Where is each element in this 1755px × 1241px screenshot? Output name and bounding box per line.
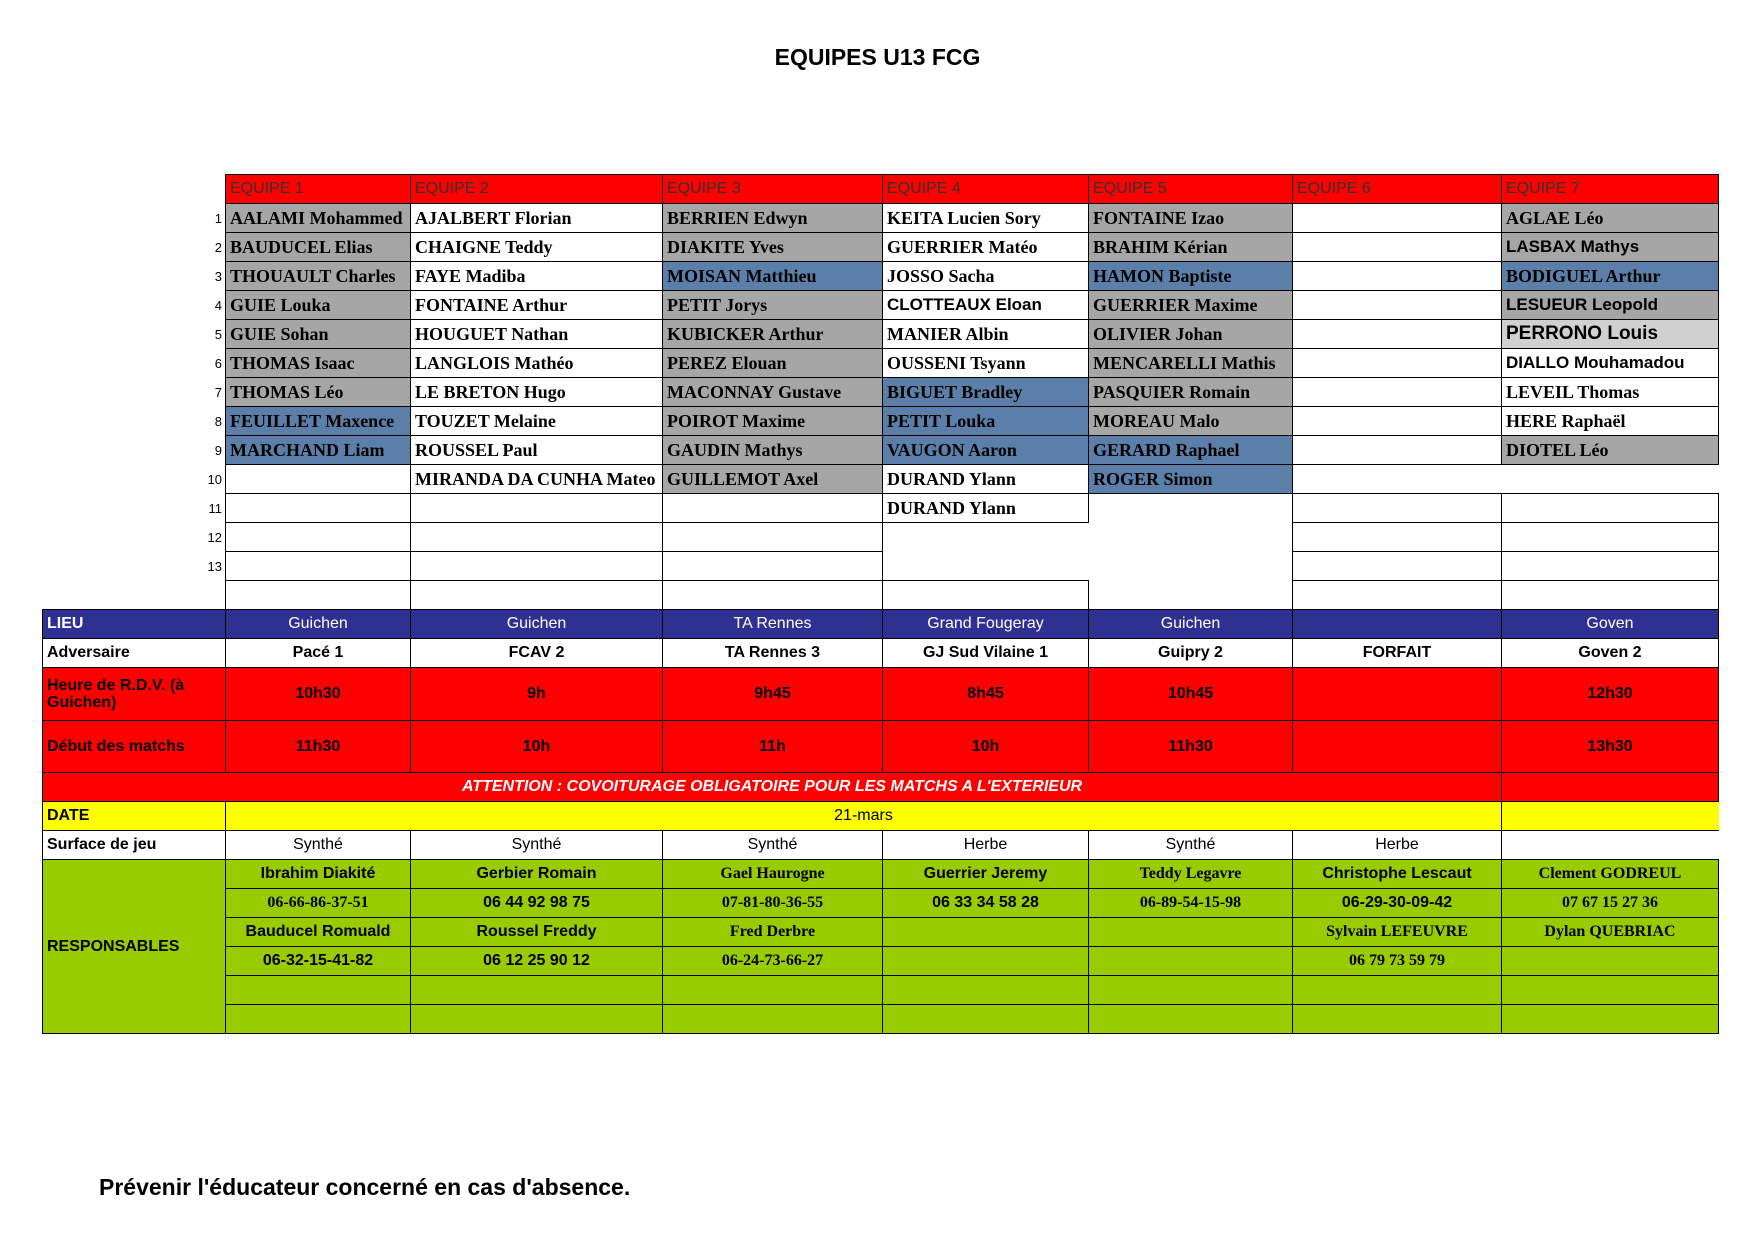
player-cell: LEVEIL Thomas (1502, 378, 1719, 407)
player-cell: GUIE Sohan (226, 320, 411, 349)
player-row (43, 523, 1719, 552)
responsable-name: Fred Derbre (663, 918, 883, 947)
player-cell-empty (226, 465, 411, 494)
responsable-name: Gerbier Romain (411, 860, 663, 889)
team-header-7: EQUIPE 7 (1502, 175, 1719, 204)
player-cell-empty (1293, 320, 1502, 349)
player-cell: OLIVIER Johan (1089, 320, 1293, 349)
player-cell: ROUSSEL Paul (411, 436, 663, 465)
responsable-phone: 06 79 73 59 79 (1293, 947, 1502, 976)
player-cell-empty (1293, 349, 1502, 378)
responsable-cell-empty (1293, 976, 1502, 1005)
responsable-phone: 06 12 25 90 12 (411, 947, 663, 976)
responsable-cell-empty (883, 976, 1089, 1005)
player-cell: HOUGUET Nathan (411, 320, 663, 349)
responsable-name (883, 918, 1089, 947)
player-cell: PEREZ Elouan (663, 349, 883, 378)
row-number: 1 (214, 210, 222, 226)
heure-rdv-cell: 10h30 (226, 668, 411, 721)
player-cell: GUILLEMOT Axel (663, 465, 883, 494)
player-cell: MOREAU Malo (1089, 407, 1293, 436)
team-header-6: EQUIPE 6 (1293, 175, 1502, 204)
player-cell: GAUDIN Mathys (663, 436, 883, 465)
lieu-cell: Goven (1502, 610, 1719, 639)
player-cell: THOMAS Léo (226, 378, 411, 407)
player-cell-empty (1089, 552, 1293, 581)
player-cell-empty (1089, 494, 1293, 523)
player-cell-empty (1293, 552, 1502, 581)
responsable-phone: 06-24-73-66-27 (663, 947, 883, 976)
player-cell-empty (663, 494, 883, 523)
player-cell-empty (226, 581, 411, 610)
date-cell: 21-mars (226, 802, 1502, 831)
player-cell: VAUGON Aaron (883, 436, 1089, 465)
responsables-label: RESPONSABLES (43, 860, 226, 1034)
player-cell-empty (1293, 523, 1502, 552)
responsable-name: Sylvain LEFEUVRE (1293, 918, 1502, 947)
responsable-cell-empty (411, 1005, 663, 1034)
player-cell: KEITA Lucien Sory (883, 204, 1089, 233)
debut-cell: 10h (411, 721, 663, 773)
player-row (43, 581, 1719, 610)
surface-label: Surface de jeu (43, 831, 226, 860)
player-cell-empty (411, 552, 663, 581)
player-cell-empty (226, 552, 411, 581)
player-row (43, 233, 1719, 262)
surface-cell: Synthé (226, 831, 411, 860)
responsable-name: Bauducel Romuald (226, 918, 411, 947)
player-cell-empty (226, 494, 411, 523)
responsable-phone (1502, 947, 1719, 976)
page-title: EQUIPES U13 FCG (774, 44, 981, 70)
debut-cell: 11h (663, 721, 883, 773)
player-cell-empty (883, 523, 1089, 552)
adversaire-row (43, 639, 1719, 668)
row-number: 5 (214, 326, 222, 342)
surface-cell: Synthé (411, 831, 663, 860)
lieu-row (43, 610, 1719, 639)
player-row (43, 291, 1719, 320)
surface-cell: Herbe (883, 831, 1089, 860)
player-cell-empty (1502, 494, 1719, 523)
player-cell: DURAND Ylann (883, 465, 1089, 494)
player-cell-empty (883, 581, 1089, 610)
footer-note: Prévenir l'éducateur concerné en cas d'absence. (99, 1174, 631, 1200)
team-header-row (43, 175, 1719, 204)
heure-rdv-label: Heure de R.D.V. (à Guichen) (43, 668, 226, 721)
row-number: 3 (214, 268, 222, 284)
row-number: 4 (214, 297, 222, 313)
player-row (43, 436, 1719, 465)
player-cell: FONTAINE Izao (1089, 204, 1293, 233)
debut-cell: 11h30 (226, 721, 411, 773)
player-cell: PERRONO Louis (1502, 320, 1719, 349)
row-number: 7 (214, 384, 222, 400)
responsable-cell-empty (1089, 976, 1293, 1005)
player-cell: BODIGUEL Arthur (1502, 262, 1719, 291)
responsable-phone: 06-89-54-15-98 (1089, 889, 1293, 918)
player-cell-empty (1293, 407, 1502, 436)
responsable-cell-empty (1089, 1005, 1293, 1034)
surface-cell: Herbe (1293, 831, 1502, 860)
responsable-name (1089, 918, 1293, 947)
player-cell: FONTAINE Arthur (411, 291, 663, 320)
player-cell: DIOTEL Léo (1502, 436, 1719, 465)
player-row (43, 320, 1719, 349)
player-cell-empty (1293, 233, 1502, 262)
player-row (43, 378, 1719, 407)
player-cell: MOISAN Matthieu (663, 262, 883, 291)
player-cell: OUSSENI Tsyann (883, 349, 1089, 378)
player-cell: MENCARELLI Mathis (1089, 349, 1293, 378)
player-cell: POIROT Maxime (663, 407, 883, 436)
heure-rdv-cell: 10h45 (1089, 668, 1293, 721)
adversaire-cell: FCAV 2 (411, 639, 663, 668)
responsable-phone: 07 67 15 27 36 (1502, 889, 1719, 918)
responsable-name: Dylan QUEBRIAC (1502, 918, 1719, 947)
responsable-cell-empty (1502, 976, 1719, 1005)
responsable-name: Teddy Legavre (1089, 860, 1293, 889)
responsable-phone: 07-81-80-36-55 (663, 889, 883, 918)
player-cell-empty (663, 581, 883, 610)
player-row (43, 407, 1719, 436)
player-cell: GUIE Louka (226, 291, 411, 320)
date-row (43, 802, 1719, 831)
player-cell-empty (1502, 581, 1719, 610)
row-number: 9 (214, 442, 222, 458)
lieu-cell: Guichen (226, 610, 411, 639)
player-cell: THOMAS Isaac (226, 349, 411, 378)
player-cell: LE BRETON Hugo (411, 378, 663, 407)
player-cell: LESUEUR Leopold (1502, 291, 1719, 320)
responsable-name: Gael Haurogne (663, 860, 883, 889)
responsable-phone: 06-29-30-09-42 (1293, 889, 1502, 918)
row-number: 8 (214, 413, 222, 429)
player-cell-empty (1293, 262, 1502, 291)
responsable-row (43, 976, 1719, 1005)
responsable-row (43, 1005, 1719, 1034)
player-cell: MANIER Albin (883, 320, 1089, 349)
surface-row (43, 831, 1719, 860)
player-cell: ROGER Simon (1089, 465, 1293, 494)
player-cell-empty (411, 523, 663, 552)
player-cell-empty (411, 494, 663, 523)
player-cell-empty (226, 523, 411, 552)
responsable-name: Ibrahim Diakité (226, 860, 411, 889)
lieu-cell: TA Rennes (663, 610, 883, 639)
player-cell: JOSSO Sacha (883, 262, 1089, 291)
adversaire-label: Adversaire (43, 639, 226, 668)
heure-rdv-row (43, 668, 1719, 721)
lieu-label: LIEU (43, 610, 226, 639)
player-cell: FAYE Madiba (411, 262, 663, 291)
surface-cell: Synthé (663, 831, 883, 860)
responsable-row (43, 860, 1719, 889)
player-cell: MIRANDA DA CUNHA Mateo (411, 465, 663, 494)
player-cell: LANGLOIS Mathéo (411, 349, 663, 378)
player-cell: THOUAULT Charles (226, 262, 411, 291)
adversaire-cell: Pacé 1 (226, 639, 411, 668)
adversaire-cell: GJ Sud Vilaine 1 (883, 639, 1089, 668)
player-cell-empty (1293, 204, 1502, 233)
player-cell: BIGUET Bradley (883, 378, 1089, 407)
row-number: 12 (207, 529, 222, 545)
lieu-cell: Guichen (1089, 610, 1293, 639)
player-cell: HERE Raphaël (1502, 407, 1719, 436)
responsable-phone: 06 44 92 98 75 (411, 889, 663, 918)
player-cell: DIALLO Mouhamadou (1502, 349, 1719, 378)
player-cell: CLOTTEAUX Eloan (883, 291, 1089, 320)
player-cell: GUERRIER Maxime (1089, 291, 1293, 320)
player-cell: FEUILLET Maxence (226, 407, 411, 436)
heure-rdv-cell: 9h (411, 668, 663, 721)
player-cell: AALAMI Mohammed (226, 204, 411, 233)
player-row (43, 262, 1719, 291)
player-row (43, 494, 1719, 523)
player-row (43, 552, 1719, 581)
responsable-phone: 06-66-86-37-51 (226, 889, 411, 918)
row-number: 13 (207, 558, 222, 574)
player-cell-empty (1502, 552, 1719, 581)
attention-filler (1502, 773, 1719, 802)
lieu-cell (1293, 610, 1502, 639)
adversaire-cell: TA Rennes 3 (663, 639, 883, 668)
heure-rdv-cell: 12h30 (1502, 668, 1719, 721)
date-label: DATE (43, 802, 226, 831)
player-cell-empty (663, 552, 883, 581)
player-cell: HAMON Baptiste (1089, 262, 1293, 291)
responsable-cell-empty (1502, 1005, 1719, 1034)
row-number: 11 (208, 500, 222, 516)
row-number: 2 (214, 239, 222, 255)
player-cell: MACONNAY Gustave (663, 378, 883, 407)
team-header-4: EQUIPE 4 (883, 175, 1089, 204)
adversaire-cell: Goven 2 (1502, 639, 1719, 668)
team-header-5: EQUIPE 5 (1089, 175, 1293, 204)
responsable-cell-empty (411, 976, 663, 1005)
responsable-cell-empty (663, 976, 883, 1005)
responsable-name: Roussel Freddy (411, 918, 663, 947)
player-cell: DURAND Ylann (883, 494, 1089, 523)
responsable-cell-empty (883, 1005, 1089, 1034)
player-cell-empty (1293, 291, 1502, 320)
player-cell: AJALBERT Florian (411, 204, 663, 233)
player-cell-empty (1089, 581, 1293, 610)
player-cell: BERRIEN Edwyn (663, 204, 883, 233)
adversaire-cell: Guipry 2 (1089, 639, 1293, 668)
player-cell: AGLAE Léo (1502, 204, 1719, 233)
player-cell-empty (1502, 523, 1719, 552)
responsable-cell-empty (1293, 1005, 1502, 1034)
heure-rdv-cell: 9h45 (663, 668, 883, 721)
date-filler (1502, 802, 1719, 831)
responsable-phone (883, 947, 1089, 976)
lieu-cell: Guichen (411, 610, 663, 639)
player-cell: PETIT Louka (883, 407, 1089, 436)
team-header-2: EQUIPE 2 (411, 175, 663, 204)
player-cell-empty (1293, 436, 1502, 465)
player-cell: KUBICKER Arthur (663, 320, 883, 349)
player-cell: BAUDUCEL Elias (226, 233, 411, 262)
player-cell: PETIT Jorys (663, 291, 883, 320)
player-cell-empty (1293, 378, 1502, 407)
player-cell: GUERRIER Matéo (883, 233, 1089, 262)
player-cell-empty (883, 552, 1089, 581)
responsable-phone: 06 33 34 58 28 (883, 889, 1089, 918)
player-cell: DIAKITE Yves (663, 233, 883, 262)
adversaire-cell: FORFAIT (1293, 639, 1502, 668)
team-header-1: EQUIPE 1 (226, 175, 411, 204)
debut-cell: 13h30 (1502, 721, 1719, 773)
player-cell-empty (1089, 523, 1293, 552)
debut-cell: 10h (883, 721, 1089, 773)
player-cell: PASQUIER Romain (1089, 378, 1293, 407)
corner-cell (43, 175, 226, 204)
lieu-cell: Grand Fougeray (883, 610, 1089, 639)
responsable-row (43, 947, 1719, 976)
debut-label: Début des matchs (43, 721, 226, 773)
teams-table (42, 174, 1719, 1034)
surface-cell: Synthé (1089, 831, 1293, 860)
attention-banner: ATTENTION : COVOITURAGE OBLIGATOIRE POUR LES MATCHS A L'EXTERIEUR (43, 773, 1502, 802)
player-cell-empty (663, 523, 883, 552)
debut-cell: 11h30 (1089, 721, 1293, 773)
player-row (43, 204, 1719, 233)
surface-cell-empty (1502, 831, 1719, 860)
row-number-empty (43, 581, 226, 610)
responsable-row (43, 918, 1719, 947)
player-cell-empty (1293, 494, 1502, 523)
row-number: 10 (207, 471, 222, 487)
responsable-name: Guerrier Jeremy (883, 860, 1089, 889)
responsable-phone (1089, 947, 1293, 976)
attention-row (43, 773, 1719, 802)
responsable-row (43, 889, 1719, 918)
debut-cell (1293, 721, 1502, 773)
player-cell: LASBAX Mathys (1502, 233, 1719, 262)
player-cell-empty (411, 581, 663, 610)
responsable-cell-empty (226, 976, 411, 1005)
player-cell: GERARD Raphael (1089, 436, 1293, 465)
player-cell-empty (1293, 581, 1502, 610)
debut-row (43, 721, 1719, 773)
responsable-phone: 06-32-15-41-82 (226, 947, 411, 976)
row-number: 6 (214, 355, 222, 371)
responsable-cell-empty (663, 1005, 883, 1034)
player-row (43, 465, 1719, 494)
player-cell-empty (1293, 465, 1719, 494)
player-cell: BRAHIM Kérian (1089, 233, 1293, 262)
team-header-3: EQUIPE 3 (663, 175, 883, 204)
responsable-cell-empty (226, 1005, 411, 1034)
heure-rdv-cell (1293, 668, 1502, 721)
player-row (43, 349, 1719, 378)
player-cell: MARCHAND Liam (226, 436, 411, 465)
player-cell: TOUZET Melaine (411, 407, 663, 436)
player-cell: CHAIGNE Teddy (411, 233, 663, 262)
heure-rdv-cell: 8h45 (883, 668, 1089, 721)
responsable-name: Christophe Lescaut (1293, 860, 1502, 889)
responsable-name: Clement GODREUL (1502, 860, 1719, 889)
